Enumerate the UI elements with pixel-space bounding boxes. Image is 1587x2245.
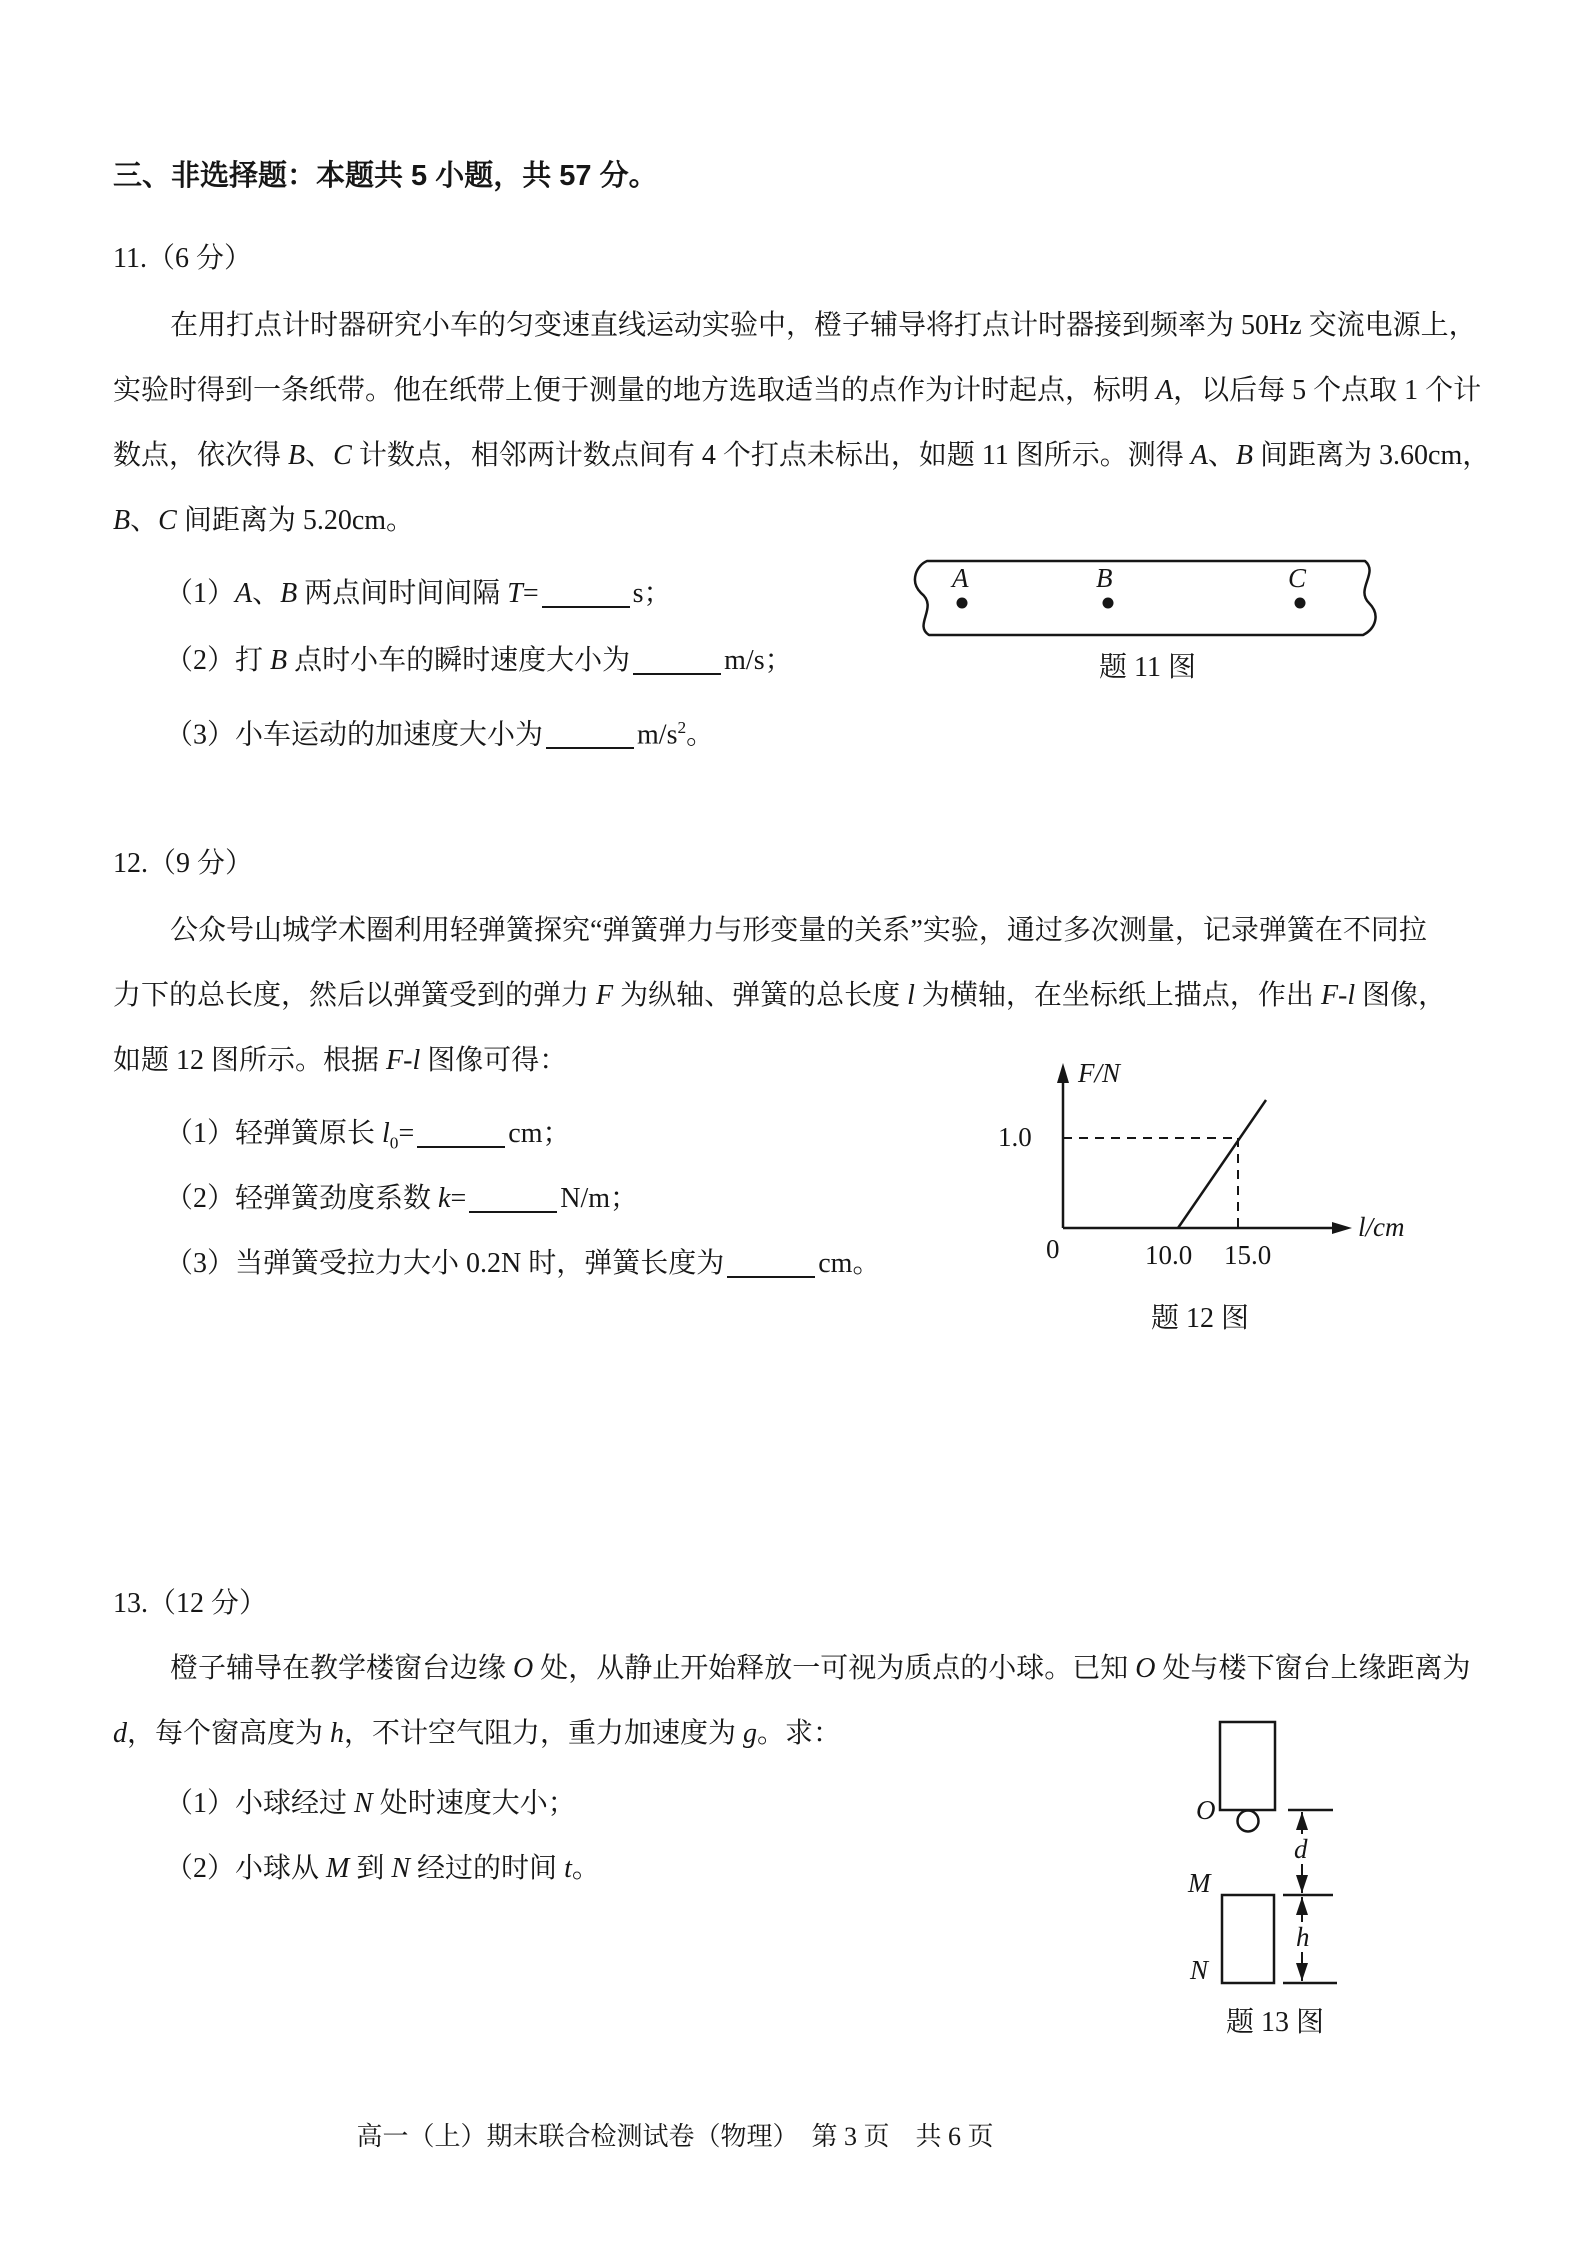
tape-point-c-label: C (1288, 563, 1307, 593)
distance-d-label: d (1290, 1834, 1312, 1864)
point-o-label: O (1196, 1795, 1216, 1825)
tape-point-b-label: B (1096, 563, 1113, 593)
x-tick-10-label: 10.0 (1145, 1240, 1193, 1270)
figure-12-caption: 题 12 图 (1150, 1303, 1249, 1334)
tape-point-a-label: A (952, 563, 969, 593)
q11-subquestion-3: （3）小车运动的加速度大小为 $m/s^2$。 (165, 718, 715, 751)
page-footer: 高一（上）期末联合检测试卷（物理） 第 3 页 共 6 页 (356, 2122, 994, 2151)
q12-number: 12.（9 分） (113, 848, 254, 879)
d-arrow-down-head (1296, 1875, 1308, 1893)
tape-point-a-dot (957, 598, 968, 609)
q11-paragraph-line: B、C 间距离为 5.20cm。 (113, 505, 415, 536)
origin-label: 0 (1046, 1234, 1060, 1264)
tape-point-b-dot (1103, 598, 1114, 609)
x-tick-15-label: 15.0 (1224, 1240, 1272, 1270)
q11-paragraph-line: 数点，依次得 B、C 计数点，相邻两计数点间有 4 个打点未标出，如题 11 图所示。测得 A、B 间距离为 3.60cm， (113, 440, 1491, 471)
tape-outline (915, 561, 1376, 635)
q12-paragraph-line: 力下的总长度，然后以弹簧受到的弹力 F 为纵轴、弹簧的总长度 l 为横轴，在坐标纸上描点，作出 F-l 图像， (113, 980, 1447, 1011)
fl-data-line (1178, 1100, 1266, 1228)
q13-subquestion-2: （2）小球从 M 到 N 经过的时间 t。 (165, 1853, 600, 1884)
h-arrow-up-head (1296, 1897, 1308, 1915)
y-tick-label: 1.0 (998, 1122, 1032, 1152)
x-axis-label: l/cm (1358, 1212, 1405, 1242)
tape-point-c-dot (1295, 598, 1306, 609)
q13-paragraph-line: 橙子辅导在教学楼窗台边缘 O 处，从静止开始释放一可视为质点的小球。已知 O 处与楼下窗台上缘距离为 (170, 1653, 1471, 1684)
upper-window-rect (1220, 1722, 1275, 1810)
q13-paragraph-line: d，每个窗高度为 h，不计空气阻力，重力加速度为 g。求： (113, 1718, 842, 1749)
q12-subquestion-1: （1）轻弹簧原长 $l_0=$ cm； (165, 1118, 571, 1153)
q11-subquestion-1: （1）A、B 两点间时间间隔 T= s； (165, 578, 672, 609)
y-axis-label: F/N (1078, 1058, 1121, 1088)
lower-window-rect (1222, 1895, 1274, 1983)
d-arrow-up-head (1296, 1812, 1308, 1830)
q11-paragraph-line: 在用打点计时器研究小车的匀变速直线运动实验中，橙子辅导将打点计时器接到频率为 50Hz 交流电源上， (170, 310, 1477, 341)
q12-subquestion-3: （3）当弹簧受拉力大小 0.2N 时，弹簧长度为 cm。 (165, 1248, 881, 1279)
q11-subquestion-2: （2）打 B 点时小车的瞬时速度大小为 m/s； (165, 645, 793, 676)
figure-13-caption: 题 13 图 (1225, 2007, 1324, 2038)
tape-figure-svg (905, 553, 1390, 645)
q13-number: 13.（12 分） (113, 1588, 268, 1619)
section-heading: 三、非选择题：本题共 5 小题，共 57 分。 (113, 160, 658, 192)
q12-paragraph-line: 公众号山城学术圈利用轻弹簧探究“弹簧弹力与形变量的关系”实验，通过多次测量，记录弹簧在不同拉 (170, 915, 1427, 946)
height-h-label: h (1292, 1922, 1314, 1952)
h-arrow-down-head (1296, 1963, 1308, 1981)
x-axis-arrowhead (1332, 1222, 1352, 1234)
q12-paragraph-line: 如题 12 图所示。根据 F-l 图像可得： (113, 1045, 568, 1076)
ball-circle (1238, 1811, 1259, 1832)
y-axis-arrowhead (1057, 1063, 1069, 1083)
point-n-label: N (1190, 1955, 1209, 1985)
q11-number: 11.（6 分） (113, 243, 252, 274)
figure-11-caption: 题 11 图 (1099, 652, 1196, 683)
q12-subquestion-2: （2）轻弹簧劲度系数 k= N/m； (165, 1183, 639, 1214)
q11-paragraph-line: 实验时得到一条纸带。他在纸带上便于测量的地方选取适当的点作为计时起点，标明 A，以后每 5 个点取 1 个计 (113, 375, 1482, 406)
point-m-label: M (1188, 1868, 1211, 1898)
q13-subquestion-1: （1）小球经过 N 处时速度大小； (165, 1788, 576, 1819)
